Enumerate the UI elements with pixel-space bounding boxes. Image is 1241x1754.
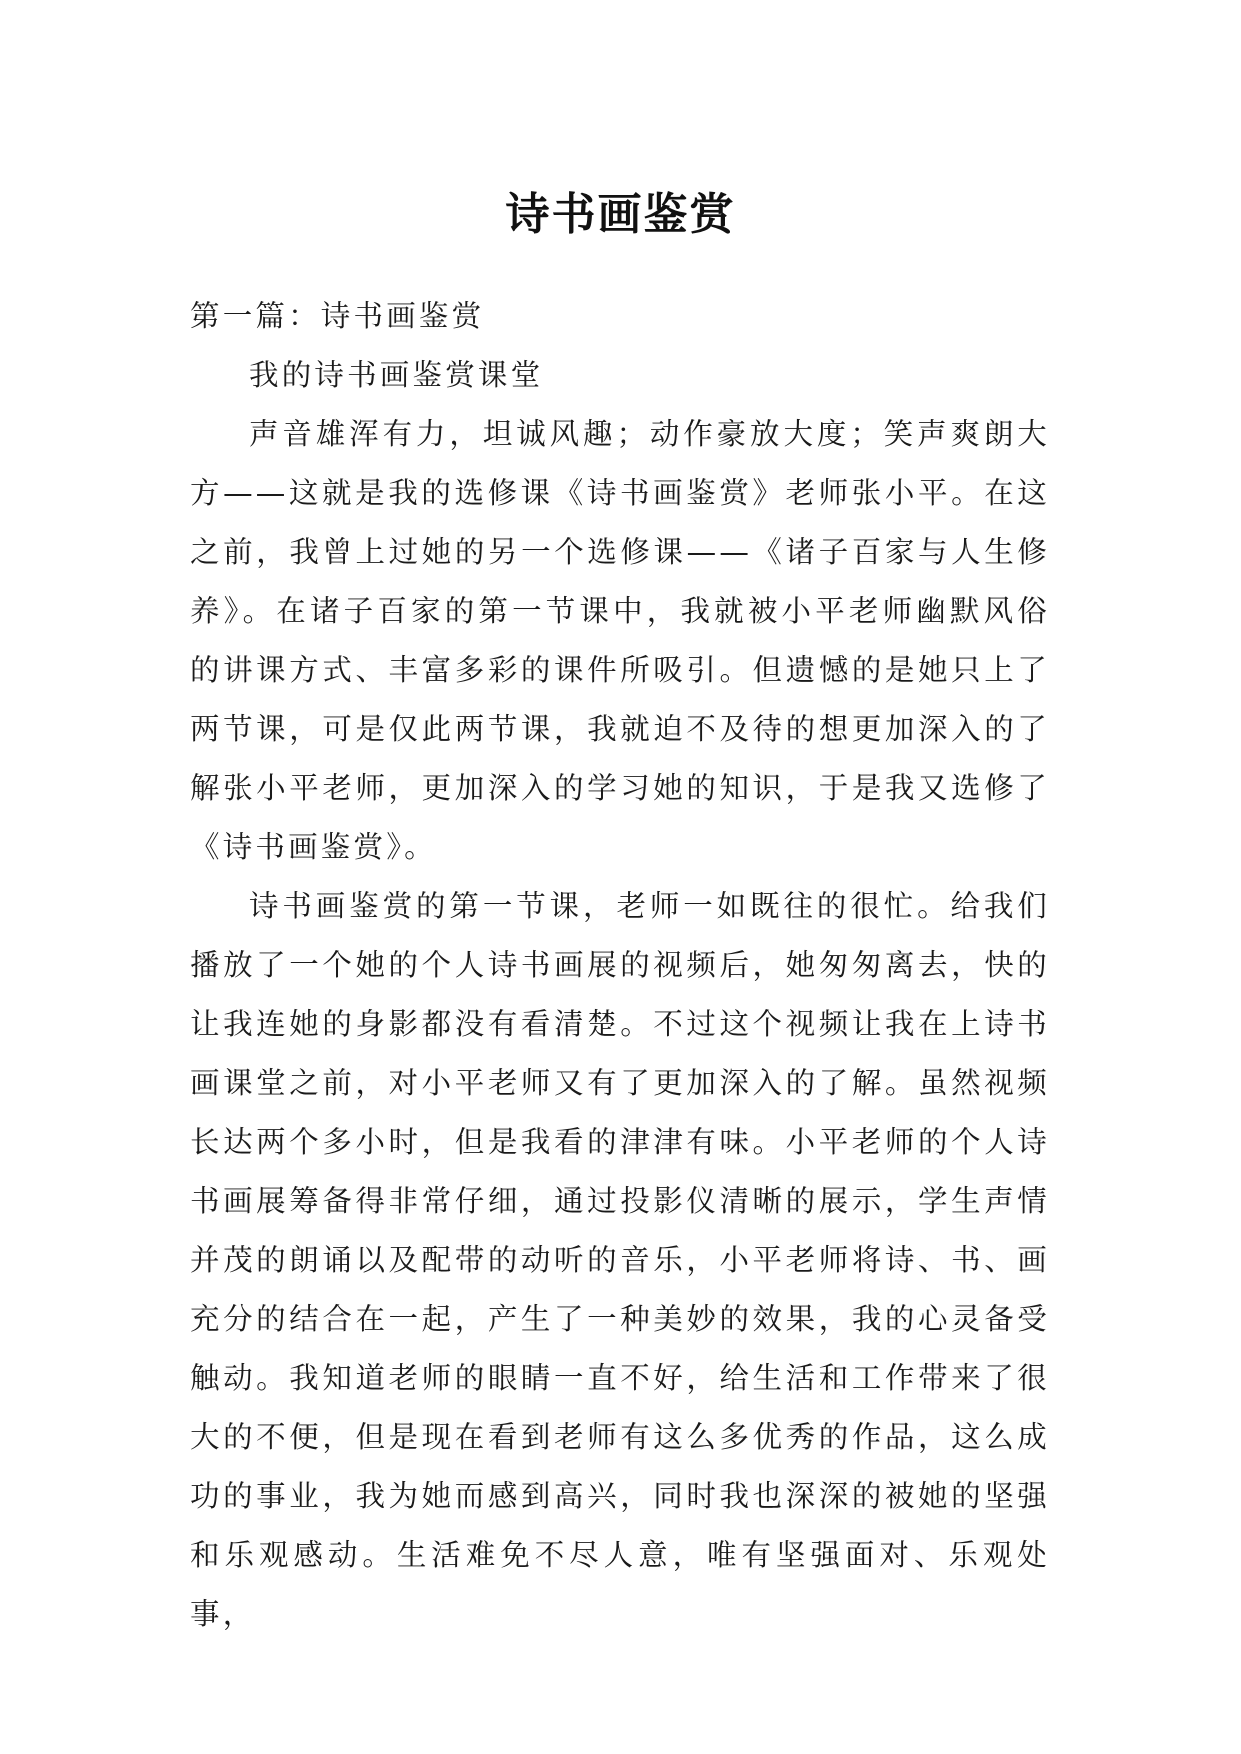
paragraph-1: 声音雄浑有力，坦诚风趣；动作豪放大度；笑声爽朗大方——这就是我的选修课《诗书画鉴赏》老师张小平。在这之前，我曾上过她的另一个选修课——《诸子百家与人生修养》。在诸子百家的第一节课中，我就被小平老师幽默风俗的讲课方式、丰富多彩的课件所吸引。但遗憾的是她只上了两节课，可是仅此两节课，我就迫不及待的想更加深入的了解张小平老师，更加深入的学习她的知识，于是我又选修了《诗书画鉴赏》。 [190, 417, 1050, 864]
document-body [190, 287, 1050, 1644]
section-heading: 第一篇：诗书画鉴赏 [190, 299, 485, 333]
document-title: 诗书画鉴赏 [505, 189, 736, 241]
paragraph-2: 诗书画鉴赏的第一节课，老师一如既往的很忙。给我们播放了一个她的个人诗书画展的视频后，她匆匆离去，快的让我连她的身影都没有看清楚。不过这个视频让我在上诗书画课堂之前，对小平老师又有了更加深入的了解。虽然视频长达两个多小时，但是我看的津津有味。小平老师的个人诗书画展筹备得非常仔细，通过投影仪清晰的展示，学生声情并茂的朗诵以及配带的动听的音乐，小平老师将诗、书、画充分的结合在一起，产生了一种美妙的效果，我的心灵备受触动。我知道老师的眼睛一直不好，给生活和工作带来了很大的不便，但是现在看到老师有这么多优秀的作品，这么成功的事业，我为她而感到高兴，同时我也深深的被她的坚强和乐观感动。生活难免不尽人意，唯有坚强面对、乐观处事， [190, 889, 1050, 1631]
article-subtitle: 我的诗书画鉴赏课堂 [249, 358, 544, 392]
